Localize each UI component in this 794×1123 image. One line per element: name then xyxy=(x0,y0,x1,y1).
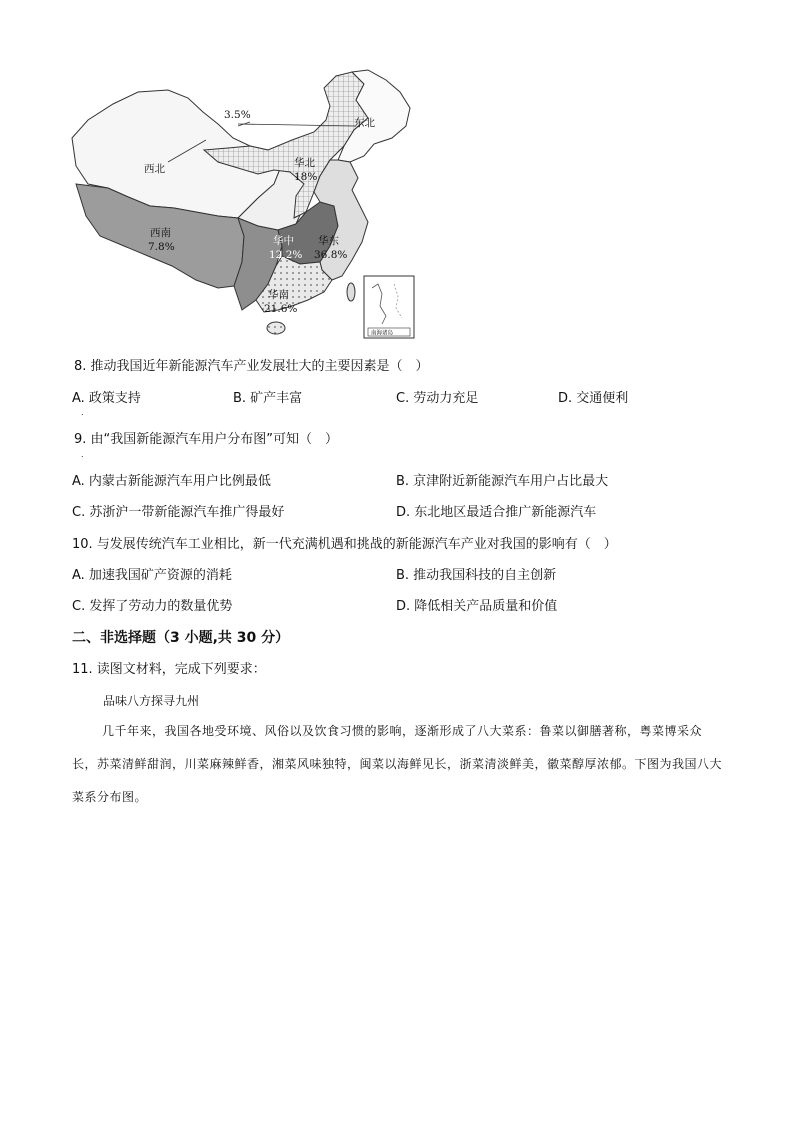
q8-option-a-dot: . xyxy=(81,408,84,417)
label-central-name: 华中 xyxy=(273,235,294,247)
q8-option-c[interactable]: C. 劳动力充足 xyxy=(396,391,479,406)
q10-option-b[interactable]: B. 推动我国科技的自主创新 xyxy=(396,568,557,583)
question-9-stem: 9. 由“我国新能源汽车用户分布图”可知（ ） xyxy=(74,432,339,447)
q9-option-d[interactable]: D. 东北地区最适合推广新能源汽车 xyxy=(396,505,597,520)
q10-option-a[interactable]: A. 加速我国矿产资源的消耗 xyxy=(72,568,232,583)
q10-option-c[interactable]: C. 发挥了劳动力的数量优势 xyxy=(72,599,233,614)
label-north-value: 18% xyxy=(294,171,318,183)
q9-stem-dot: . xyxy=(81,450,84,459)
q10-option-d[interactable]: D. 降低相关产品质量和价值 xyxy=(396,599,558,614)
q9-option-a[interactable]: A. 内蒙古新能源汽车用户比例最低 xyxy=(72,474,271,489)
label-south-value: 21.6% xyxy=(264,303,298,315)
label-south-name: 华南 xyxy=(268,289,289,301)
hainan-island xyxy=(267,322,285,334)
q8-option-b[interactable]: B. 矿产丰富 xyxy=(233,391,303,406)
taiwan-island xyxy=(347,283,355,301)
label-north-name: 华北 xyxy=(294,157,315,169)
label-central-value: 12.2% xyxy=(269,249,303,261)
label-east-name: 华东 xyxy=(318,235,339,247)
label-east-value: 36.8% xyxy=(314,249,348,261)
q9-option-c[interactable]: C. 苏浙沪一带新能源汽车推广得最好 xyxy=(72,505,285,520)
inset-label: 南海诸岛 xyxy=(371,330,394,337)
label-northwest-name: 西北 xyxy=(144,163,165,175)
china-map-svg xyxy=(68,66,418,348)
label-southwest-value: 7.8% xyxy=(148,241,175,253)
label-southwest-name: 西南 xyxy=(150,227,171,239)
q8-option-d[interactable]: D. 交通便利 xyxy=(558,391,629,406)
question-8-stem: 8. 推动我国近年新能源汽车产业发展壮大的主要因素是（ ） xyxy=(74,359,429,374)
question-11-stem: 11. 读图文材料，完成下列要求： xyxy=(72,662,266,677)
material-title: 品味八方探寻九州 xyxy=(103,694,200,708)
q8-option-a[interactable]: A. 政策支持 xyxy=(72,391,141,406)
label-northeast-name: 东北 xyxy=(354,117,375,129)
material-body: 几千年来，我国各地受环境、风俗以及饮食习惯的影响，逐渐形成了八大菜系：鲁菜以御膳著称，粤菜博采众长，苏菜清鲜甜润，川菜麻辣鲜香，湘菜风味独特，闽菜以海鲜见长，浙菜清淡鲜美，徽菜醇厚浓郁。下图为我国八大菜系分布图。 xyxy=(72,724,723,804)
new-energy-vehicle-user-map xyxy=(68,66,418,348)
question-10-stem: 10. 与发展传统汽车工业相比，新一代充满机遇和挑战的新能源汽车产业对我国的影响有（ ） xyxy=(72,537,617,552)
q9-option-b[interactable]: B. 京津附近新能源汽车用户占比最大 xyxy=(396,474,609,489)
section-2-title: 二、非选择题（3 小题,共 30 分） xyxy=(72,630,290,646)
label-northeast-value: 3.5% xyxy=(224,109,251,121)
south-china-sea-inset xyxy=(364,276,414,338)
